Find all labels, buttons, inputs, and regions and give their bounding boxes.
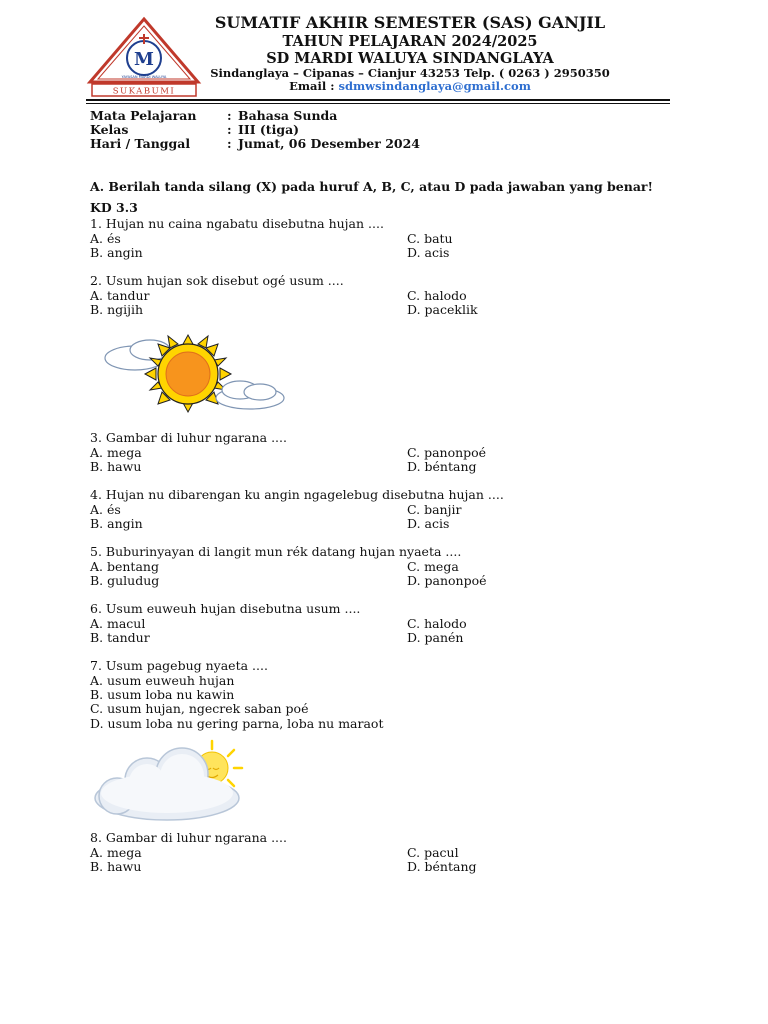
email-label: Email : [289,79,335,93]
option-b[interactable]: B. ngijih [90,302,144,317]
question-5: 5. Buburinyayan di langit mun rék datang hujan nyaeta .... [90,544,462,559]
meta-value: Bahasa Sunda [238,108,338,123]
question-8: 8. Gambar di luhur ngarana .... [90,830,287,845]
option-a[interactable]: A. mega [90,445,142,460]
option-d[interactable]: D. panén [407,630,464,645]
school-address: Sindanglaya – Cipanas – Cianjur 43253 Telp. ( 0263 ) 2950350 [210,66,610,80]
meta-value: III (tiga) [238,122,300,137]
option-a[interactable]: A. tandur [90,288,150,303]
kd-heading: KD 3.3 [90,200,138,215]
option-d[interactable]: D. béntang [407,859,477,874]
option-c[interactable]: C. pacul [407,845,459,860]
option-d[interactable]: D. usum loba nu gering parna, loba nu maraot [90,716,384,731]
option-c[interactable]: C. panonpoé [407,445,487,460]
email-link[interactable]: sdmwsindanglaya@gmail.com [338,79,531,93]
option-c[interactable]: C. halodo [407,288,467,303]
option-a[interactable]: A. bentang [90,559,159,574]
option-b[interactable]: B. angin [90,516,143,531]
option-a[interactable]: A. és [90,231,121,246]
cloud-sun-image [92,738,252,826]
meta-label: Hari / Tanggal [90,136,191,151]
option-a[interactable]: A. mega [90,845,142,860]
logo-ring-text: YAYASAN MARDI WALUYA [121,75,167,79]
meta-value: Jumat, 06 Desember 2024 [238,136,420,151]
header-divider [86,99,670,101]
option-c[interactable]: C. usum hujan, ngecrek saban poé [90,701,309,716]
option-b[interactable]: B. tandur [90,630,150,645]
option-b[interactable]: B. hawu [90,859,142,874]
school-email-line [200,79,620,93]
question-4: 4. Hujan nu dibarengan ku angin ngagelebug disebutna hujan .... [90,487,504,502]
option-d[interactable]: D. paceklik [407,302,478,317]
header-divider-thin [86,103,670,104]
school-logo [86,16,202,98]
option-c[interactable]: C. mega [407,559,459,574]
meta-colon: : [227,136,232,151]
meta-label: Mata Pelajaran [90,108,197,123]
option-a[interactable]: A. macul [90,616,146,631]
option-c[interactable]: C. banjir [407,502,462,517]
option-a[interactable]: A. és [90,502,121,517]
option-d[interactable]: D. béntang [407,459,477,474]
school-name: SD MARDI WALUYA SINDANGLAYA [266,50,554,67]
sun-cloud-image [100,330,290,420]
section-instruction: A. Berilah tanda silang (X) pada huruf A, B, C, atau D pada jawaban yang benar! [90,179,653,194]
option-c[interactable]: C. batu [407,231,453,246]
option-b[interactable]: B. guludug [90,573,160,588]
question-7: 7. Usum pagebug nyaeta .... [90,658,268,673]
question-3: 3. Gambar di luhur ngarana .... [90,430,287,445]
option-d[interactable]: D. panonpoé [407,573,487,588]
academic-year: TAHUN PELAJARAN 2024/2025 [282,33,538,50]
option-d[interactable]: D. acis [407,245,450,260]
logo-caption: SUKABUMI [112,86,176,97]
option-b[interactable]: B. hawu [90,459,142,474]
question-1: 1. Hujan nu caina ngabatu disebutna hujan .... [90,216,384,231]
exam-title: SUMATIF AKHIR SEMESTER (SAS) GANJIL [214,13,606,32]
meta-colon: : [227,122,232,137]
option-b[interactable]: B. usum loba nu kawin [90,687,235,702]
meta-colon: : [227,108,232,123]
option-a[interactable]: A. usum euweuh hujan [90,673,235,688]
question-6: 6. Usum euweuh hujan disebutna usum .... [90,601,361,616]
option-b[interactable]: B. angin [90,245,143,260]
meta-label: Kelas [90,122,129,137]
option-d[interactable]: D. acis [407,516,450,531]
question-2: 2. Usum hujan sok disebut ogé usum .... [90,273,344,288]
option-c[interactable]: C. halodo [407,616,467,631]
logo-emblem: M [134,49,154,70]
